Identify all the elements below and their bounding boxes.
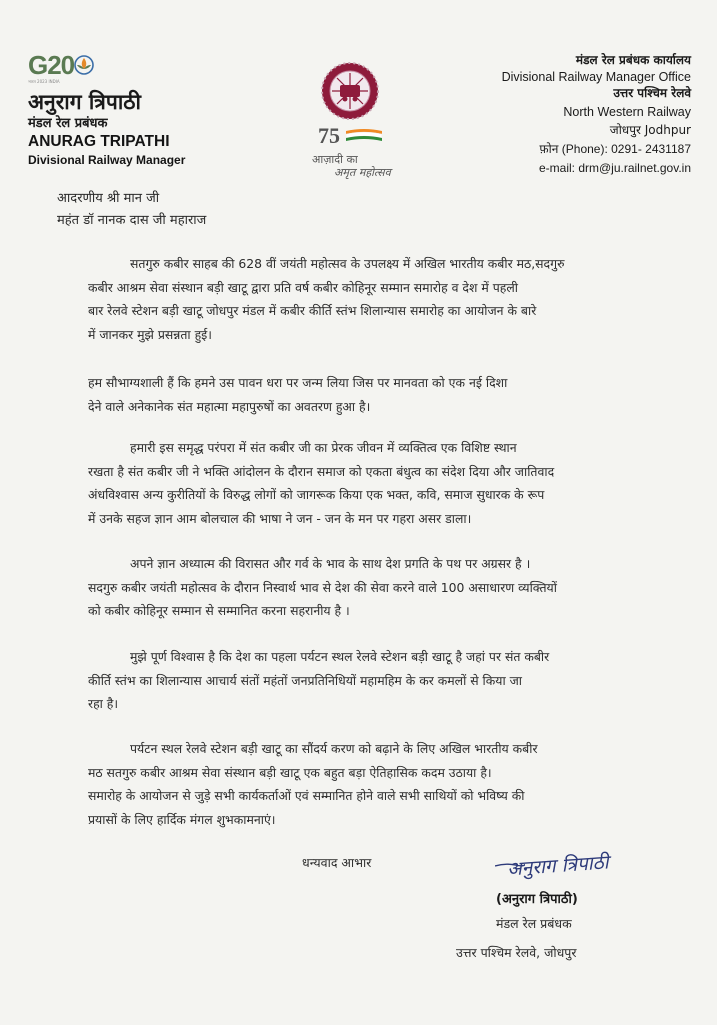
paragraph-line: मुझे पूर्ण विश्वास है कि देश का पहला पर्यटन स्थल रेलवे स्टेशन बड़ी खाटू है जहां पर संत कबीर xyxy=(130,649,550,664)
g20-mark: G20 xyxy=(28,50,75,80)
tricolor-flag-icon xyxy=(346,129,382,143)
paragraph-line: मठ सतगुरु कबीर आश्रम सेवा संस्थान बड़ी खाटू एक बहुत बड़ा ऐतिहासिक कदम उठाया है। xyxy=(88,764,492,780)
closing-office: उत्तर पश्चिम रेलवे, जोधपुर xyxy=(456,945,577,960)
lotus-icon xyxy=(72,54,96,76)
azadi-text-line1: आज़ादी का xyxy=(312,153,358,166)
paragraph-5 xyxy=(88,645,651,716)
paragraph-4 xyxy=(88,552,651,623)
azadi-ka-amrit-mahotsav-logo xyxy=(312,121,407,183)
azadi-text-line2: अमृत महोत्सव xyxy=(334,166,391,179)
paragraph-6 xyxy=(88,737,651,831)
paragraph-line: सतगुरु कबीर साहब की 628 वीं जयंती महोत्सव के उपलक्ष्य में अखिल भारतीय कबीर मठ,सदगुरु xyxy=(130,256,565,271)
paragraph-2 xyxy=(88,371,651,418)
azadi-number: 75 xyxy=(318,123,340,148)
paragraph-3 xyxy=(88,436,651,530)
closing-name: (अनुराग त्रिपाठी) xyxy=(496,892,578,907)
paragraph-line: रखता है संत कबीर जी ने भक्ति आंदोलन के दौरान समाज को एकता बंधुत्व का संदेश दिया और जातिवाद xyxy=(88,463,555,479)
paragraph-line: पर्यटन स्थल रेलवे स्टेशन बड़ी खाटू का सौंदर्य करण को बढ़ाने के लिए अखिल भारतीय कबीर xyxy=(130,741,538,756)
office-english: Divisional Railway Manager Office xyxy=(501,70,691,84)
paragraph-line: समारोह के आयोजन से जुड़े सभी कार्यकर्ताओं एवं सम्मानित होने वाले सभी साथियों को भविष्य की xyxy=(88,788,525,804)
paragraph-line: सदगुरु कबीर जयंती महोत्सव के दौरान निस्वार्थ भाव से देश की सेवा करने वाले 100 असाधारण व्यक्तियों xyxy=(88,579,557,595)
office-hindi: मंडल रेल प्रबंधक कार्यालय xyxy=(575,53,691,67)
closing-designation: मंडल रेल प्रबंधक xyxy=(496,916,572,931)
paragraph-line: कबीर आश्रम सेवा संस्थान बड़ी खाटू द्वारा प्रति वर्ष कबीर कोहिनूर सम्मान समारोह व देश में पहली xyxy=(88,279,518,295)
office-email[interactable]: e-mail: drm@ju.railnet.gov.in xyxy=(538,161,691,175)
salutation-line2: महंत डॉ नानक दास जी महाराज xyxy=(57,213,207,228)
paragraph-line: में उनके सहज ज्ञान आम बोलचाल की भाषा ने जन - जन के मन पर गहरा असर डाला। xyxy=(88,510,472,526)
paragraph-line: बार रेलवे स्टेशन बड़ी खाटू जोधपुर मंडल में कबीर कीर्ति स्तंभ शिलान्यास समारोह का आयोजन के बारे xyxy=(88,303,537,319)
office-address-block xyxy=(502,53,691,176)
g20-tagline: भारत 2023 INDIA xyxy=(28,79,60,84)
paragraph-line: अपने ज्ञान अध्यात्म की विरासत और गर्व के भाव के साथ देश प्रगति के पथ पर अग्रसर है । xyxy=(130,556,531,571)
paragraph-line: हमारी इस समृद्ध परंपरा में संत कबीर जी का प्रेरक जीवन में व्यक्तित्व एक विशिष्ट स्थान xyxy=(130,440,517,455)
railway-english: North Western Railway xyxy=(563,105,691,119)
signature xyxy=(495,846,645,886)
paragraph-line: प्रयासों के लिए हार्दिक मंगल शुभकामनाएं। xyxy=(88,811,276,827)
sender-title-english: Divisional Railway Manager xyxy=(28,153,186,167)
indian-railways-logo-icon xyxy=(318,61,382,121)
paragraph-line: कीर्ति स्तंभ का शिलान्यास आचार्य संतों महंतों जनप्रतिनिधियों महामहिम के कर कमलों से किया जा xyxy=(88,672,523,688)
signature-text: अनुराग त्रिपाठी xyxy=(506,851,610,881)
sender-name-hindi: अनुराग त्रिपाठी xyxy=(28,90,141,114)
office-city: जोधपुर Jodhpur xyxy=(609,123,691,137)
salutation-line1: आदरणीय श्री मान जी xyxy=(57,191,160,206)
paragraph-line: रहा है। xyxy=(88,696,119,712)
paragraph-line: देने वाले अनेकानेक संत महात्मा महापुरुषों का अवतरण हुआ है। xyxy=(88,398,371,414)
paragraph-line: को कबीर कोहिनूर सम्मान से सम्मानित करना सहरानीय है । xyxy=(88,603,350,619)
paragraph-line: हम सौभाग्यशाली हैं कि हमने उस पावन धरा पर जन्म लिया जिस पर मानवता को एक नई दिशा xyxy=(88,375,508,390)
thanks-text: धन्यवाद आभार xyxy=(302,855,372,870)
paragraph-line: अंधविश्वास अन्य कुरीतियों के विरुद्ध लोगों को जागरूक किया एक भक्त, कवि, समाज सुधारक के रूप xyxy=(88,487,545,503)
sender-title-hindi: मंडल रेल प्रबंधक xyxy=(28,116,108,131)
paragraph-1 xyxy=(88,252,651,346)
office-phone: फ़ोन (Phone): 0291- 2431187 xyxy=(539,142,691,156)
sender-name-english: ANURAG TRIPATHI xyxy=(28,133,170,150)
railway-hindi: उत्तर पश्चिम रेलवे xyxy=(613,86,691,100)
g20-logo xyxy=(28,52,98,88)
paragraph-line: में जानकर मुझे प्रसन्नता हुई। xyxy=(88,326,212,342)
